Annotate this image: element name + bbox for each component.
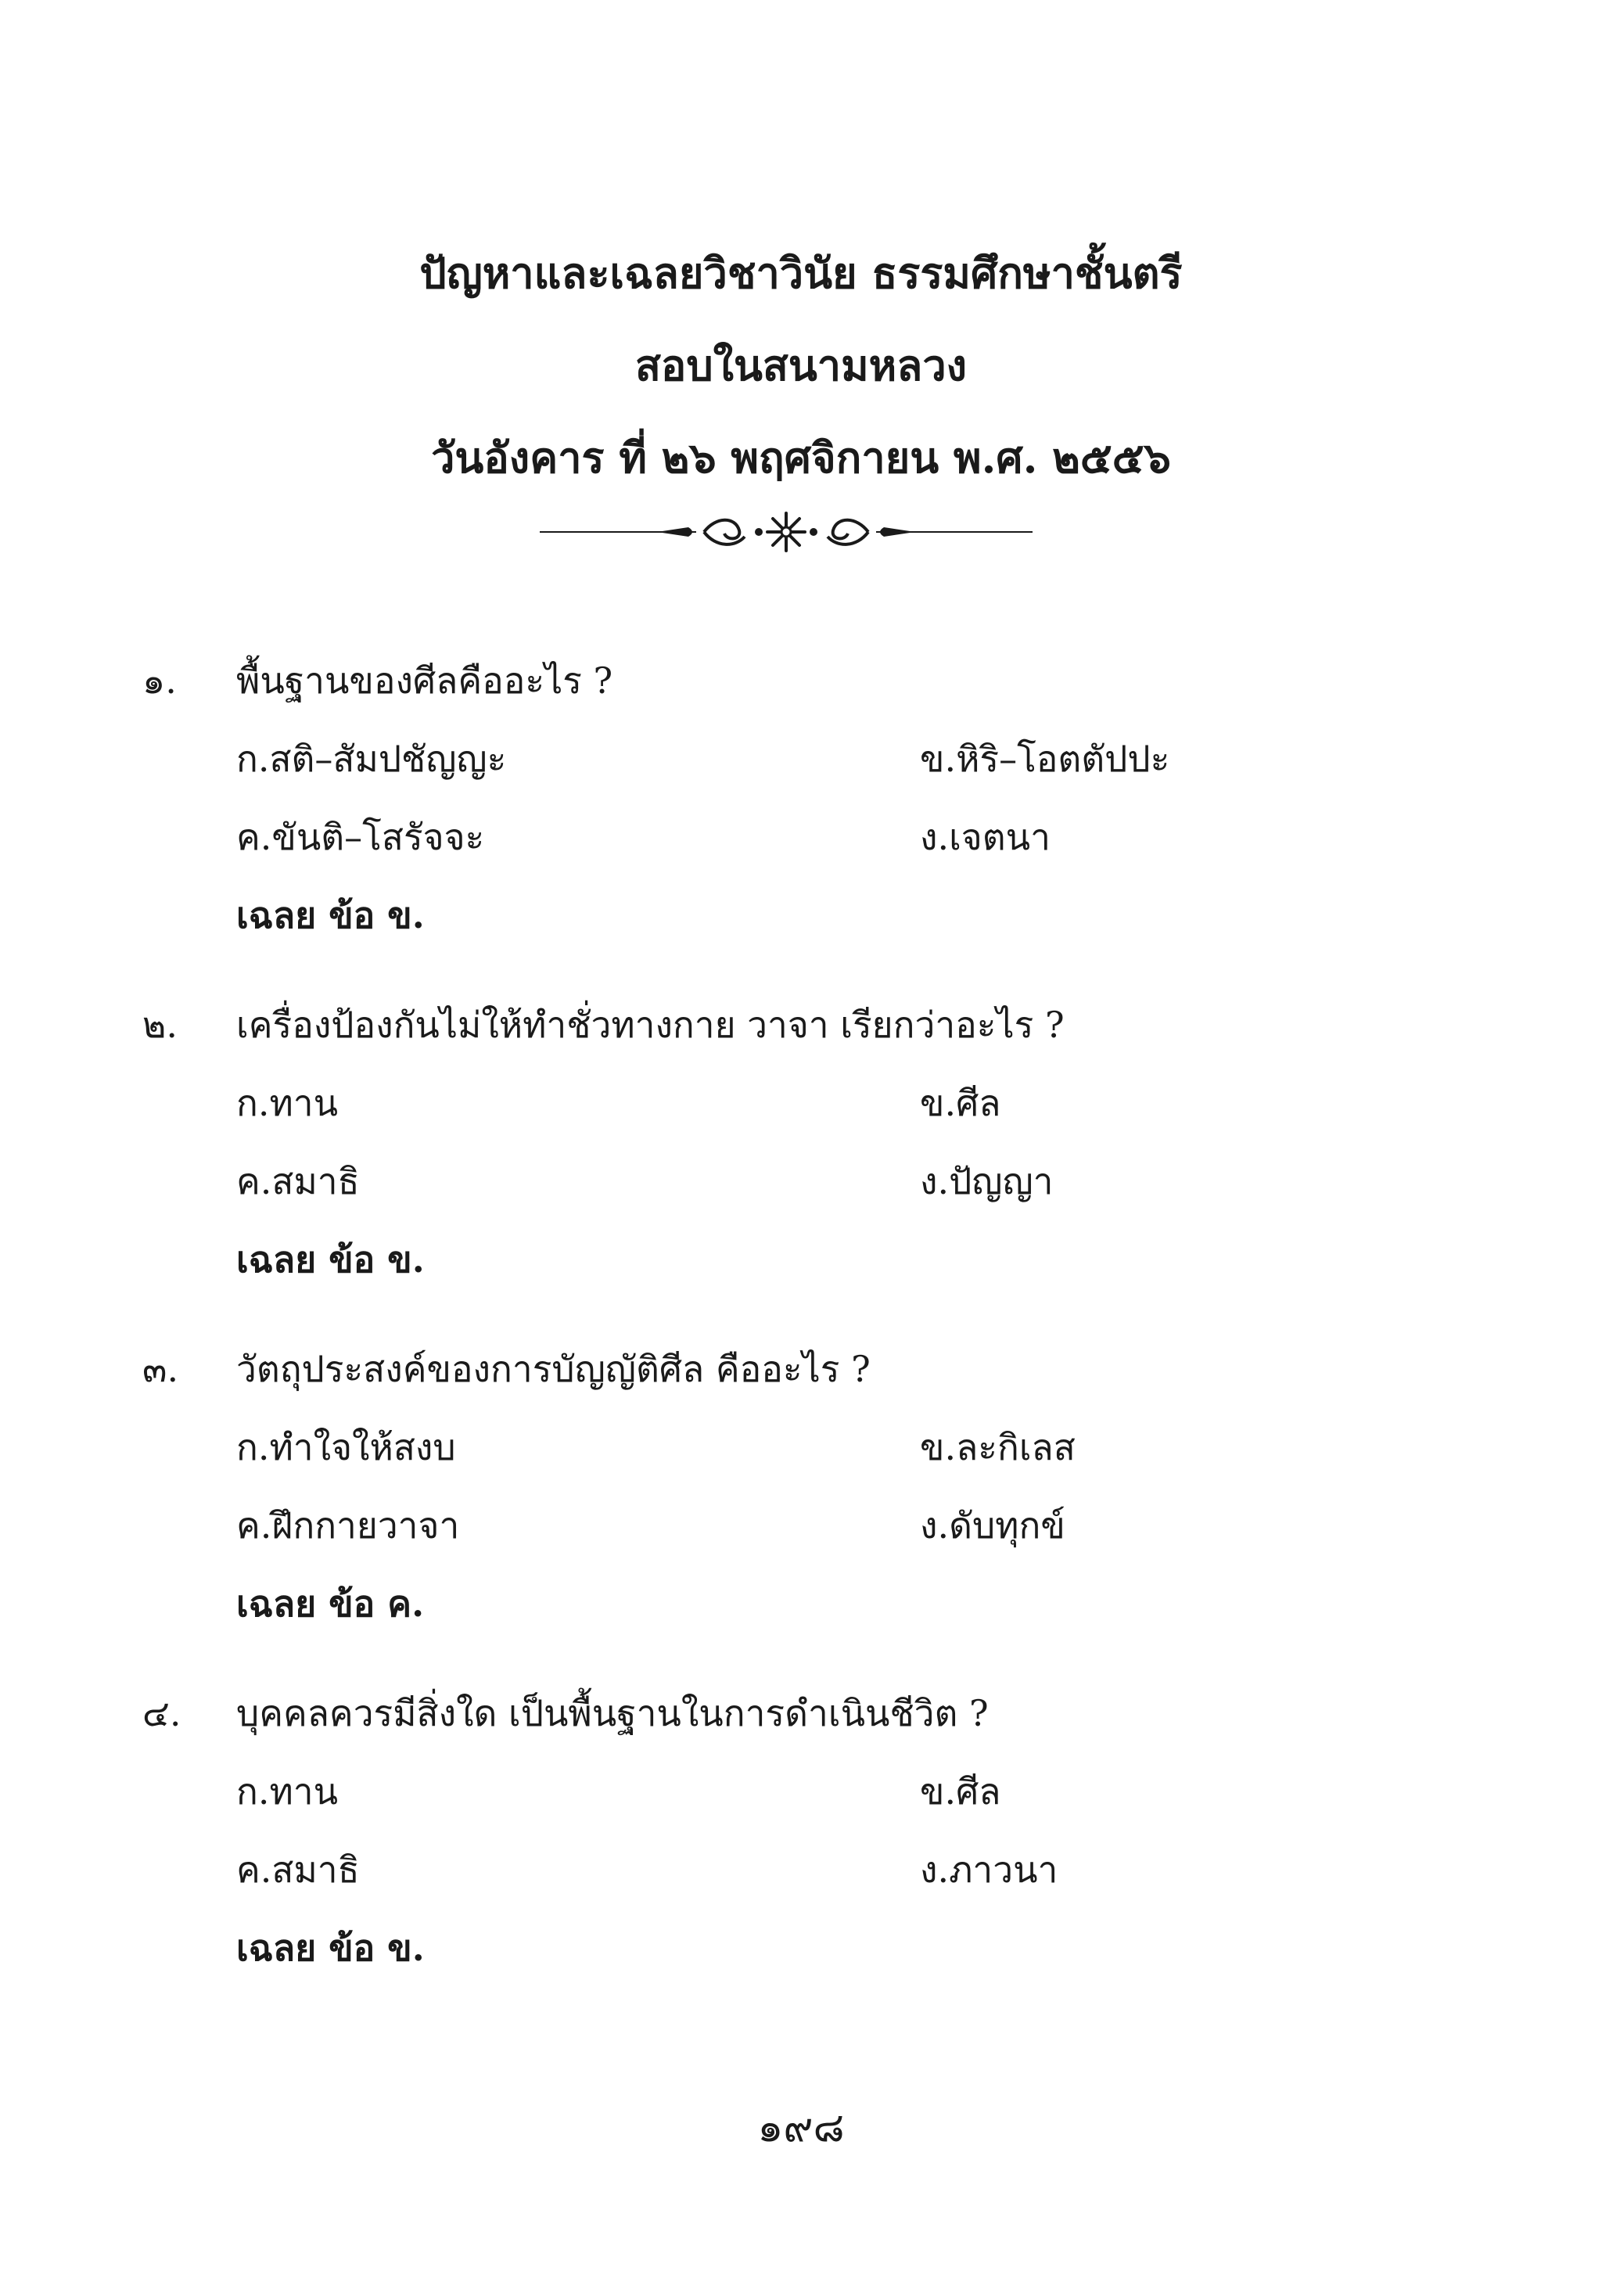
- question-text: วัตถุประสงค์ของการบัญญัติศีล คืออะไร ?: [236, 1348, 871, 1390]
- exam-title: ปัญหาและเฉลยวิชาวินัย ธรรมศึกษาชั้นตรี: [419, 248, 1183, 298]
- option-a: ก.ทำใจให้สงบ: [236, 1426, 456, 1468]
- question-text: เครื่องป้องกันไม่ให้ทำชั่วทางกาย วาจา เรียกว่าอะไร ?: [236, 1004, 1065, 1046]
- question-number: ๑.: [142, 659, 177, 702]
- question-number: ๔.: [142, 1692, 181, 1734]
- option-a: ก.ทาน: [236, 1082, 339, 1124]
- option-d: ง.ดับทุกข์: [920, 1504, 1065, 1547]
- option-c: ค.ขันติ–โสรัจจะ: [236, 816, 485, 858]
- question-text: บุคคลควรมีสิ่งใด เป็นพื้นฐานในการดำเนินชีวิต ?: [236, 1692, 989, 1734]
- option-d: ง.เจตนา: [920, 816, 1051, 858]
- option-c: ค.ฝึกกายวาจา: [236, 1504, 460, 1547]
- answer-key: เฉลย ข้อ ข.: [236, 1927, 425, 1969]
- exam-subtitle: สอบในสนามหลวง: [634, 340, 968, 390]
- ornament-divider-icon: [540, 501, 1033, 563]
- page-number: ๑๙๘: [757, 2104, 845, 2151]
- option-b: ข.ศีล: [920, 1770, 1001, 1813]
- question-text: พื้นฐานของศีลคืออะไร ?: [236, 659, 613, 702]
- document-header: [0, 227, 1602, 504]
- option-d: ง.ภาวนา: [920, 1849, 1058, 1891]
- answer-key: เฉลย ข้อ ข.: [236, 1238, 425, 1281]
- question-number: ๓.: [142, 1348, 179, 1390]
- option-c: ค.สมาธิ: [236, 1849, 360, 1891]
- question-number: ๒.: [142, 1004, 178, 1046]
- option-a: ก.สติ–สัมปชัญญะ: [236, 738, 507, 780]
- option-a: ก.ทาน: [236, 1770, 339, 1813]
- option-b: ข.ศีล: [920, 1082, 1001, 1124]
- option-b: ข.หิริ–โอตตัปปะ: [920, 738, 1170, 780]
- option-d: ง.ปัญญา: [920, 1160, 1054, 1202]
- exam-date: วันอังคาร ที่ ๒๖ พฤศจิกายน พ.ศ. ๒๕๕๖: [431, 433, 1171, 483]
- option-b: ข.ละกิเลส: [920, 1426, 1076, 1468]
- option-c: ค.สมาธิ: [236, 1160, 360, 1202]
- answer-key: เฉลย ข้อ ค.: [236, 1583, 425, 1625]
- answer-key: เฉลย ข้อ ข.: [236, 894, 425, 936]
